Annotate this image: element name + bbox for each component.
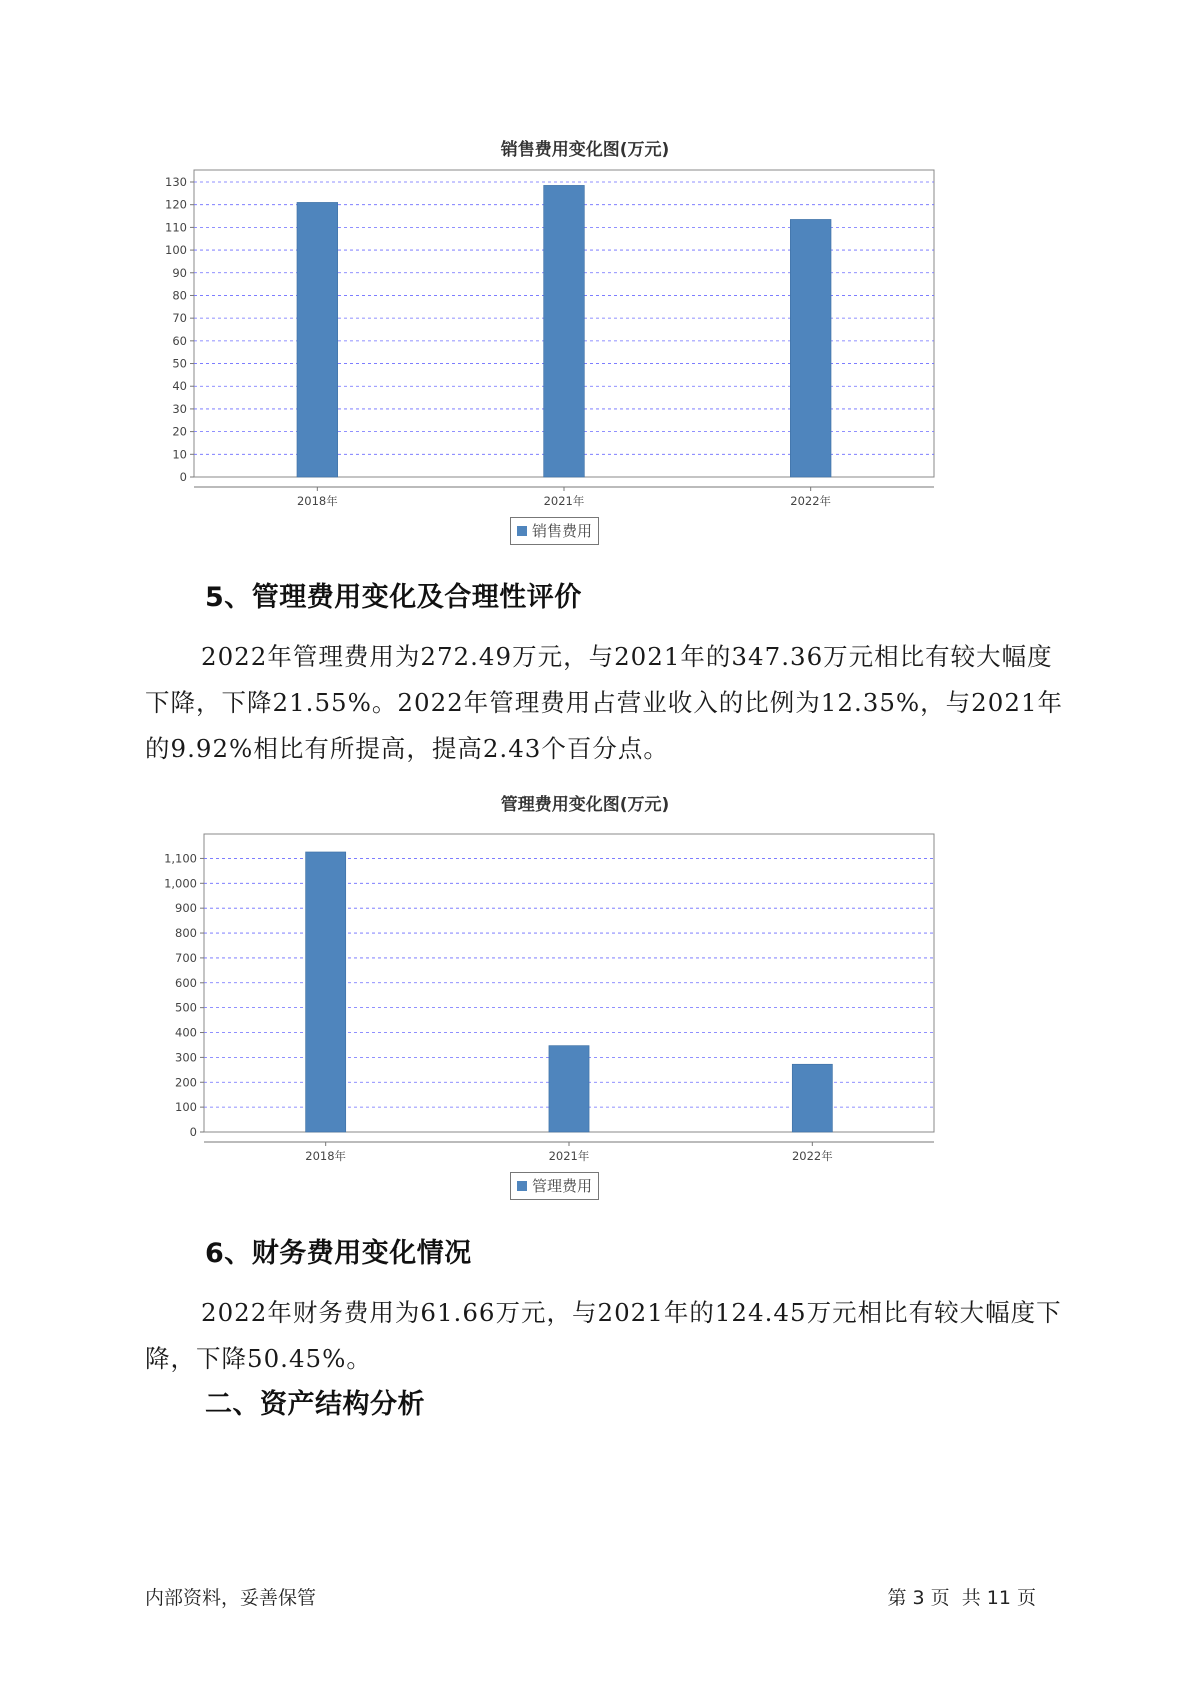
y-tick-label: 700 [175, 950, 197, 965]
legend-swatch [517, 1181, 527, 1191]
y-tick-label: 30 [172, 401, 187, 416]
x-tick-label: 2021年 [548, 1149, 590, 1163]
chart-plot [150, 820, 1020, 1200]
section-5-heading: 5、管理费用变化及合理性评价 [205, 582, 582, 613]
y-tick-label: 80 [172, 288, 187, 303]
bar [549, 1046, 589, 1132]
x-tick-label: 2022年 [791, 1149, 833, 1163]
y-tick-label: 120 [165, 197, 187, 212]
y-tick-label: 50 [172, 356, 187, 371]
y-tick-label: 400 [175, 1025, 197, 1040]
legend-swatch [517, 526, 527, 536]
chart-title: 管理费用变化图(万元) [500, 795, 670, 815]
y-tick-label: 1,000 [164, 876, 197, 891]
section-6-heading: 6、财务费用变化情况 [205, 1238, 472, 1269]
y-tick-label: 0 [189, 1125, 197, 1139]
section-two-heading: 二、资产结构分析 [205, 1389, 425, 1420]
y-tick-label: 90 [172, 265, 187, 280]
legend-label: 销售费用 [532, 522, 593, 540]
x-tick-label: 2018年 [305, 1149, 347, 1163]
bar [544, 185, 585, 477]
y-tick-label: 1,100 [164, 851, 197, 866]
section-5-paragraph: 2022年管理费用为272.49万元，与2021年的347.36万元相比有较大幅度下降，下降21.55%。2022年管理费用占营业收入的比例为12.35%，与2021年的9.92%相比有所提高，提高2.43个百分点。 [145, 642, 1064, 763]
y-tick-label: 300 [175, 1050, 197, 1065]
section-6-paragraph: 2022年财务费用为61.66万元，与2021年的124.45万元相比有较大幅度下降，下降50.45%。 [145, 1298, 1062, 1373]
y-tick-label: 600 [175, 975, 197, 990]
x-tick-label: 2018年 [296, 494, 338, 508]
admin-expense-chart [150, 790, 1020, 1210]
chart-title: 销售费用变化图(万元) [500, 140, 670, 160]
legend-label: 管理费用 [532, 1177, 593, 1195]
footer-confidential: 内部资料，妥善保管 [145, 1587, 317, 1609]
sales-expense-chart [150, 135, 1020, 555]
y-tick-label: 100 [175, 1100, 197, 1115]
y-tick-label: 130 [165, 175, 187, 189]
y-tick-label: 20 [172, 424, 187, 439]
x-tick-label: 2021年 [543, 494, 585, 508]
bar [306, 852, 346, 1132]
y-tick-label: 40 [172, 379, 187, 394]
chart-legend [510, 1172, 599, 1200]
x-tick-label: 2022年 [790, 494, 832, 508]
chart-legend [510, 517, 599, 545]
y-tick-label: 500 [175, 1000, 197, 1015]
y-tick-label: 110 [165, 220, 187, 235]
bar [297, 202, 338, 477]
footer-page-number: 第 3 页 共 11 页 [887, 1587, 1036, 1609]
bar [792, 1064, 832, 1132]
y-tick-label: 100 [165, 243, 187, 258]
bar [790, 219, 831, 477]
y-tick-label: 0 [179, 470, 187, 484]
y-tick-label: 60 [172, 333, 187, 348]
y-tick-label: 800 [175, 926, 197, 941]
y-tick-label: 200 [175, 1075, 197, 1090]
chart-plot [150, 165, 1020, 545]
y-tick-label: 70 [172, 311, 187, 326]
y-tick-label: 900 [175, 901, 197, 916]
y-tick-label: 10 [172, 447, 187, 462]
